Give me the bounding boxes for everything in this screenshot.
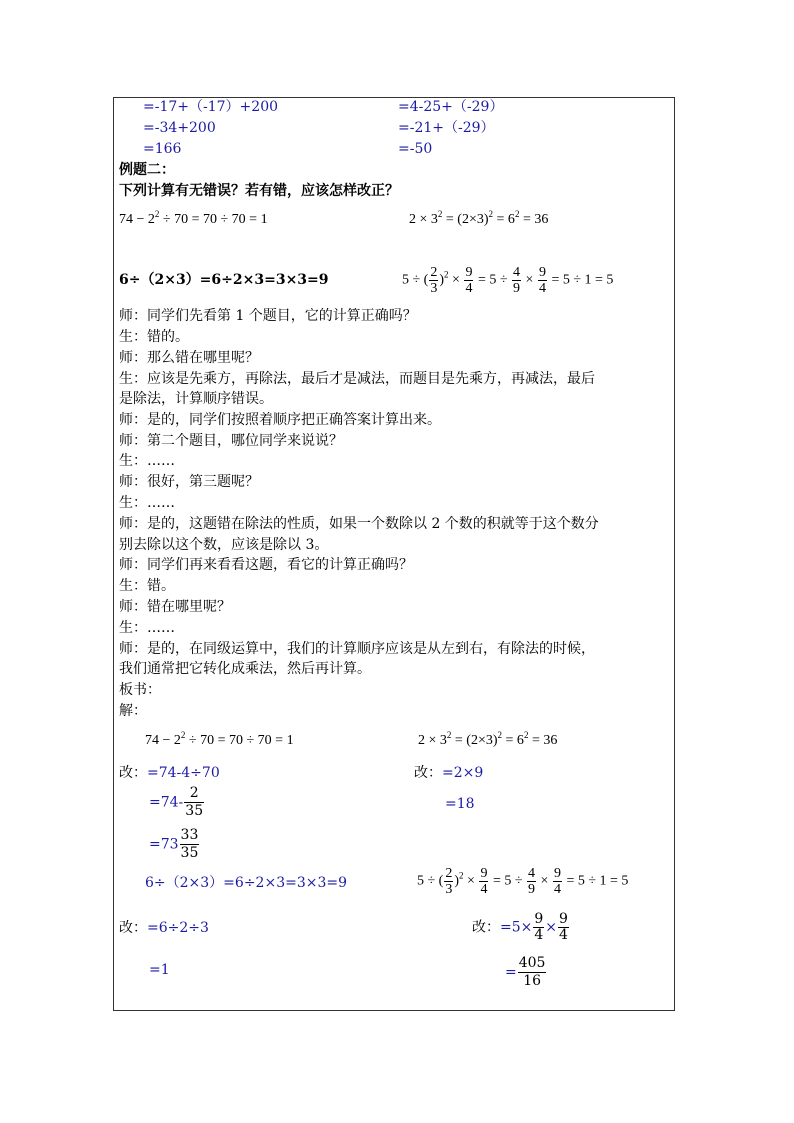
correction-1-line-3: =73 $\frac{33}{35}$ [149,827,199,861]
dialogue-line: 生：…… [119,495,175,511]
board-problem-1: $74 - 2^2 \div 70 = 70 \div 70 = 1$ [145,730,294,748]
dialogue-line: 师：是的，同学们按照着顺序把正确答案计算出来。 [119,412,441,428]
dialogue-line: 师：第二个题目，哪位同学来说说？ [119,433,343,449]
dialogue-line: 师：那么错在哪里呢？ [119,350,259,366]
problem-1: $74 - 2^2 \div 70 = 70 \div 70 = 1$ [119,209,268,227]
dialogue-line: 生：…… [119,453,175,469]
dialogue-line: 别去除以这个数，应该是除以 3。 [119,537,329,553]
board-problem-2: $2 \times 3^2 = (2\times 3)^2 = 6^2 = 36$ [418,730,558,748]
problem-4: 5 ÷ ( $\frac{2}{3}$ )$^2$ × $\frac{9}{4}$ = 5 ÷ $\frac{4}{9}$ × $\frac{9}{4}$ = 5 ÷ 1 = 5 [402,265,614,296]
dialogue-line: 生：应该是先乘方，再除法，最后才是减法，而题目是先乘方，再减法，最后 [119,371,595,387]
top-left-line-3: =166 [143,141,182,157]
correction-2-line-2: =18 [445,796,475,812]
dialogue-line: 是除法，计算顺序错误。 [119,391,273,407]
dialogue-line: 解： [119,703,147,719]
dialogue-line: 师：同学们再来看看这题，看它的计算正确吗？ [119,557,413,573]
dialogue-line: 师：是的，这题错在除法的性质，如果一个数除以 2 个数的积就等于这个数分 [119,516,599,532]
correction-3-line-1: 改：=6÷2÷3 [119,920,209,936]
dialogue-line: 师：错在哪里呢？ [119,599,231,615]
dialogue-line: 板书： [119,682,161,698]
top-right-line-2: =-21+（-29） [398,120,495,136]
problem-2: $2 \times 3^2 = (2\times 3)^2 = 6^2 = 36$ [409,209,549,227]
board-problem-3: 6÷（2×3）=6÷2×3=3×3=9 [145,875,348,891]
board-problem-4: 5 ÷ ( $\frac{2}{3}$ )$^2$ × $\frac{9}{4}$ = 5 ÷ $\frac{4}{9}$ × $\frac{9}{4}$ = 5 ÷ 1 = 5 [417,866,629,897]
top-right-line-3: =-50 [398,141,433,157]
top-left-line-1: =-17+（-17）+200 [143,99,279,115]
dialogue-line: 生：错。 [119,578,175,594]
correction-4-line-1: 改：=5× $\frac{9}{4}$ × $\frac{9}{4}$ [472,911,568,943]
dialogue-line: 师：很好，第三题呢？ [119,474,259,490]
example-question: 下列计算有无错误？若有错，应该怎样改正？ [119,183,399,199]
dialogue-line: 生：…… [119,620,175,636]
correction-3-line-2: =1 [149,962,170,978]
dialogue-line: 师：同学们先看第 1 个题目，它的计算正确吗？ [119,308,417,324]
top-right-line-1: =4-25+（-29） [398,99,504,115]
correction-1-line-2: =74- $\frac{2}{35}$ [149,785,204,819]
correction-2-line-1: 改：=2×9 [414,765,484,781]
correction-4-line-2: = $\frac{405}{16}$ [505,955,546,989]
dialogue-line: 师：是的，在同级运算中，我们的计算顺序应该是从左到右，有除法的时候， [119,641,595,657]
correction-1-line-1: 改：=74-4÷70 [119,765,220,781]
top-left-line-2: =-34+200 [143,120,216,136]
dialogue-line: 生：错的。 [119,329,189,345]
example-title: 例题二： [119,162,175,178]
dialogue-line: 我们通常把它转化成乘法，然后再计算。 [119,661,371,677]
problem-3: 6÷（2×3）=6÷2×3=3×3=9 [119,272,329,288]
